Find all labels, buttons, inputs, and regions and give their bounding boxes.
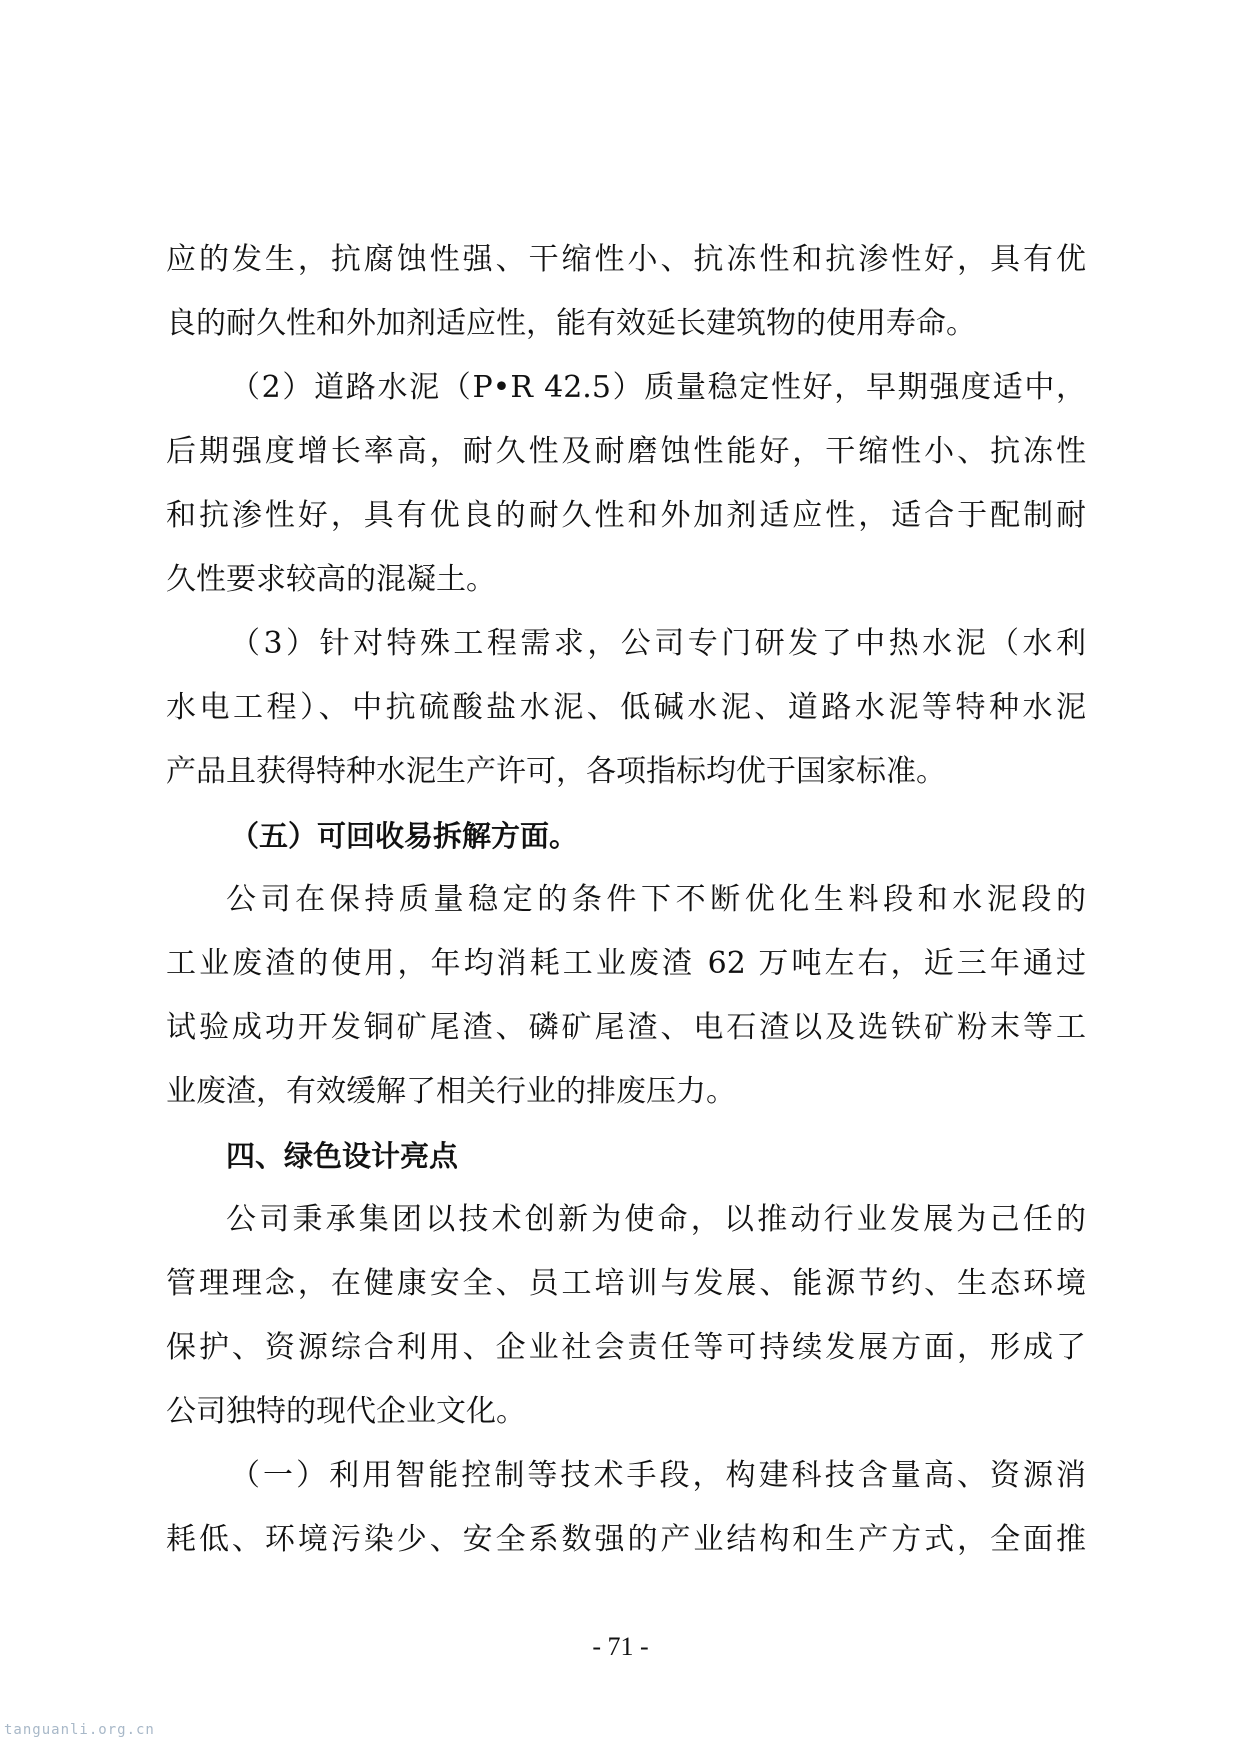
text-line: 和抗渗性好，具有优良的耐久性和外加剂适应性，适合于配制耐 (166, 498, 1086, 533)
text-line: （2）道路水泥（P•R 42.5）质量稳定性好，早期强度适中， (230, 370, 1086, 405)
text-line: （一）利用智能控制等技术手段，构建科技含量高、资源消 (230, 1458, 1086, 1493)
text-line: 公司秉承集团以技术创新为使命，以推动行业发展为己任的 (226, 1202, 1086, 1237)
text-line: 水电工程）、中抗硫酸盐水泥、低碱水泥、道路水泥等特种水泥 (166, 690, 1086, 725)
section-heading: （五）可回收易拆解方面。 (230, 819, 579, 853)
text-line: 后期强度增长率高，耐久性及耐磨蚀性能好，干缩性小、抗冻性 (166, 434, 1086, 469)
chapter-heading: 四、绿色设计亮点 (226, 1139, 459, 1173)
text-line: 公司独特的现代企业文化。 (166, 1394, 526, 1429)
document-body (166, 228, 1086, 1572)
text-line: 试验成功开发铜矿尾渣、磷矿尾渣、电石渣以及选铁矿粉末等工 (166, 1010, 1086, 1045)
text-line: （3）针对特殊工程需求，公司专门研发了中热水泥（水利 (230, 626, 1086, 661)
text-line: 管理理念，在健康安全、员工培训与发展、能源节约、生态环境 (166, 1266, 1086, 1301)
text-line: 产品且获得特种水泥生产许可，各项指标均优于国家标准。 (166, 754, 946, 789)
page-number: - 71 - (592, 1632, 649, 1661)
text-line: 业废渣，有效缓解了相关行业的排废压力。 (166, 1074, 736, 1109)
text-line: 耗低、环境污染少、安全系数强的产业结构和生产方式，全面推 (166, 1522, 1086, 1557)
text-line: 良的耐久性和外加剂适应性，能有效延长建筑物的使用寿命。 (166, 306, 976, 341)
text-line: 工业废渣的使用，年均消耗工业废渣 62 万吨左右，近三年通过 (166, 946, 1086, 981)
text-line: 公司在保持质量稳定的条件下不断优化生料段和水泥段的 (226, 882, 1086, 917)
text-line: 应的发生，抗腐蚀性强、干缩性小、抗冻性和抗渗性好，具有优 (166, 242, 1086, 277)
text-line: 久性要求较高的混凝土。 (166, 562, 496, 597)
text-line: 保护、资源综合利用、企业社会责任等可持续发展方面，形成了 (166, 1330, 1086, 1365)
watermark: tanguanli.org.cn (4, 1722, 155, 1738)
